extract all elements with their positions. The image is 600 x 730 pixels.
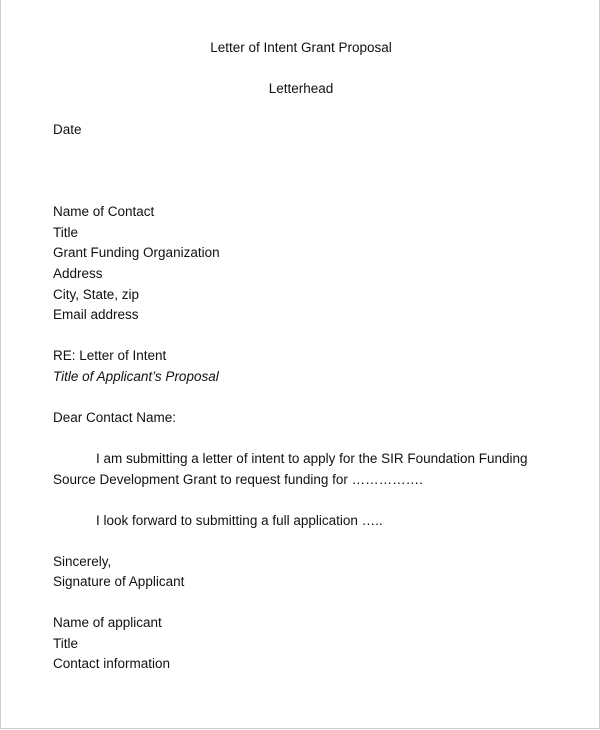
- sender-contact: Contact information: [53, 656, 171, 671]
- proposal-title: Title of Applicant’s Proposal: [53, 369, 219, 384]
- sender-title: Title: [53, 636, 79, 651]
- document-title: Letter of Intent Grant Proposal: [210, 40, 392, 55]
- salutation: Dear Contact Name:: [53, 410, 177, 425]
- recipient-title: Title: [53, 225, 79, 240]
- signature: Signature of Applicant: [53, 574, 185, 589]
- paragraph-1-line-1: I am submitting a letter of intent to apply for the SIR Foundation Funding: [96, 451, 528, 466]
- sender-name: Name of applicant: [53, 615, 162, 630]
- recipient-email: Email address: [53, 307, 139, 322]
- recipient-organization: Grant Funding Organization: [53, 245, 220, 260]
- recipient-city-state-zip: City, State, zip: [53, 287, 140, 302]
- re-line: RE: Letter of Intent: [53, 348, 167, 363]
- paragraph-2: I look forward to submitting a full application …..: [96, 513, 383, 528]
- letterhead-placeholder: Letterhead: [268, 81, 334, 96]
- date-placeholder: Date: [53, 122, 82, 137]
- closing: Sincerely,: [53, 554, 112, 569]
- recipient-name: Name of Contact: [53, 204, 155, 219]
- recipient-address: Address: [53, 266, 103, 281]
- paragraph-1-line-2: Source Development Grant to request funding for …………….: [53, 472, 423, 487]
